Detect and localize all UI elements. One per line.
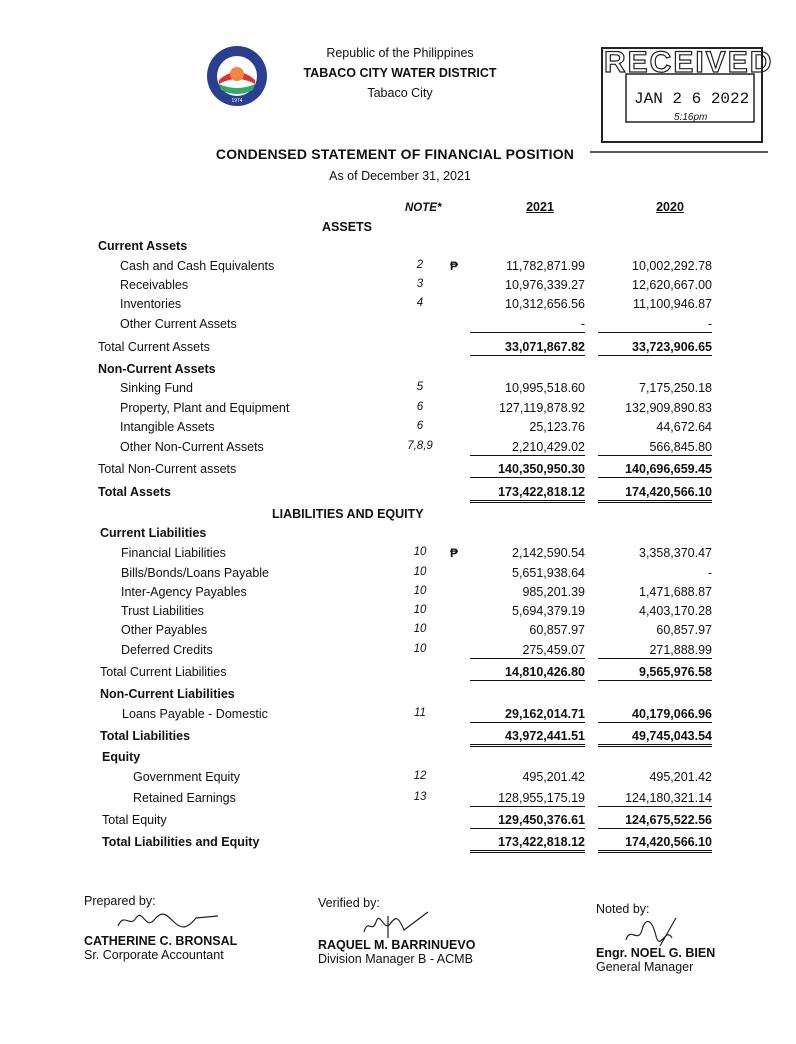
noted-by-name: Engr. NOEL G. BIEN (596, 946, 716, 960)
subtotal-row: Total Current Liabilities 14,810,426.80 9,565,976.58 (100, 665, 712, 679)
group-heading: Equity (102, 750, 141, 764)
noted-by-signature (616, 916, 706, 946)
group-heading: Current Assets (98, 239, 188, 253)
table-row: Other Payables 10 60,857.97 60,857.97 (121, 623, 712, 637)
statement-subtitle: As of December 31, 2021 (329, 169, 471, 183)
stamp-received-word: RECEIVED (604, 46, 774, 79)
prepared-by-block (84, 894, 237, 962)
verified-by-name: RAQUEL M. BARRINUEVO (318, 938, 476, 952)
verified-by-block (318, 896, 475, 966)
table-row: Inventories 4 10,312,656.56 11,100,946.87 (120, 297, 712, 311)
group-heading: Current Liabilities (100, 526, 207, 540)
prepared-by-caption: Prepared by: (84, 894, 156, 908)
table-row: Bills/Bonds/Loans Payable 10 5,651,938.64 - (121, 566, 712, 580)
column-header-2021: 2021 (526, 200, 554, 214)
prepared-by-name: CATHERINE C. BRONSAL (84, 934, 238, 948)
header-republic: Republic of the Philippines (326, 46, 474, 60)
noted-by-position: General Manager (596, 960, 694, 974)
table-row: Receivables 3 10,976,339.27 12,620,667.00 (120, 278, 712, 292)
section-heading: LIABILITIES AND EQUITY (272, 507, 424, 521)
noted-by-caption: Noted by: (596, 902, 650, 916)
table-row: Sinking Fund 5 10,995,518.60 7,175,250.18 (120, 381, 712, 395)
verified-by-caption: Verified by: (318, 896, 380, 910)
table-row: Government Equity 12 495,201.42 495,201.42 (133, 770, 712, 784)
table-row: Trust Liabilities 10 5,694,379.19 4,403,170.28 (121, 604, 712, 618)
subtotal-row: Total Equity 129,450,376.61 124,675,522.56 (102, 813, 712, 827)
table-row: Cash and Cash Equivalents 2 ₱ 11,782,871.99 10,002,292.78 (120, 259, 712, 273)
table-row: Loans Payable - Domestic 11 29,162,014.71 40,179,066.96 (122, 707, 712, 721)
statement-title: CONDENSED STATEMENT OF FINANCIAL POSITION (215, 146, 575, 162)
table-row: Deferred Credits 10 275,459.07 271,888.99 (121, 643, 712, 657)
total-row: Total Assets 173,422,818.12 174,420,566.10 (0, 485, 796, 504)
seal-year: 1974 (231, 98, 243, 104)
table-row: Inter-Agency Payables 10 985,201.39 1,471,688.87 (121, 585, 712, 599)
verified-by-signature (358, 910, 448, 938)
table-row: Other Current Assets - - (120, 317, 712, 331)
section-heading: ASSETS (322, 220, 373, 234)
noted-by-block (596, 902, 715, 974)
total-row: Total Liabilities and Equity 173,422,818.12 174,420,566.10 (0, 835, 796, 854)
stamp-date: JAN 2 6 2022 (634, 90, 750, 108)
header-agency-name: TABACO CITY WATER DISTRICT (303, 66, 497, 80)
table-row: Financial Liabilities 10 ₱ 2,142,590.54 3,358,370.47 (121, 546, 712, 560)
prepared-by-signature (114, 908, 224, 934)
prepared-by-position: Sr. Corporate Accountant (84, 948, 224, 962)
stamp-time: 5:16pm (674, 112, 708, 123)
table-row: Retained Earnings 13 128,955,175.19 124,180,321.14 (133, 791, 712, 805)
total-row: Total Liabilities 43,972,441.51 49,745,043.54 (0, 729, 796, 748)
column-header-note: NOTE* (405, 202, 442, 214)
verified-by-position: Division Manager B - ACMB (318, 952, 473, 966)
group-heading: Non-Current Assets (98, 362, 216, 376)
subtotal-row: Total Current Assets 33,071,867.82 33,723,906.65 (98, 340, 712, 354)
group-heading: Non-Current Liabilities (100, 687, 235, 701)
header-city: Tabaco City (367, 86, 433, 100)
received-stamp (590, 44, 774, 156)
table-row: Other Non-Current Assets 7,8,9 2,210,429.02 566,845.80 (120, 440, 712, 454)
subtotal-row: Total Non-Current assets 140,350,950.30 140,696,659.45 (98, 462, 712, 476)
column-header-2020: 2020 (656, 200, 684, 214)
table-row: Intangible Assets 6 25,123.76 44,672.64 (120, 420, 712, 434)
table-row: Property, Plant and Equipment 6 127,119,878.92 132,909,890.83 (120, 401, 712, 415)
